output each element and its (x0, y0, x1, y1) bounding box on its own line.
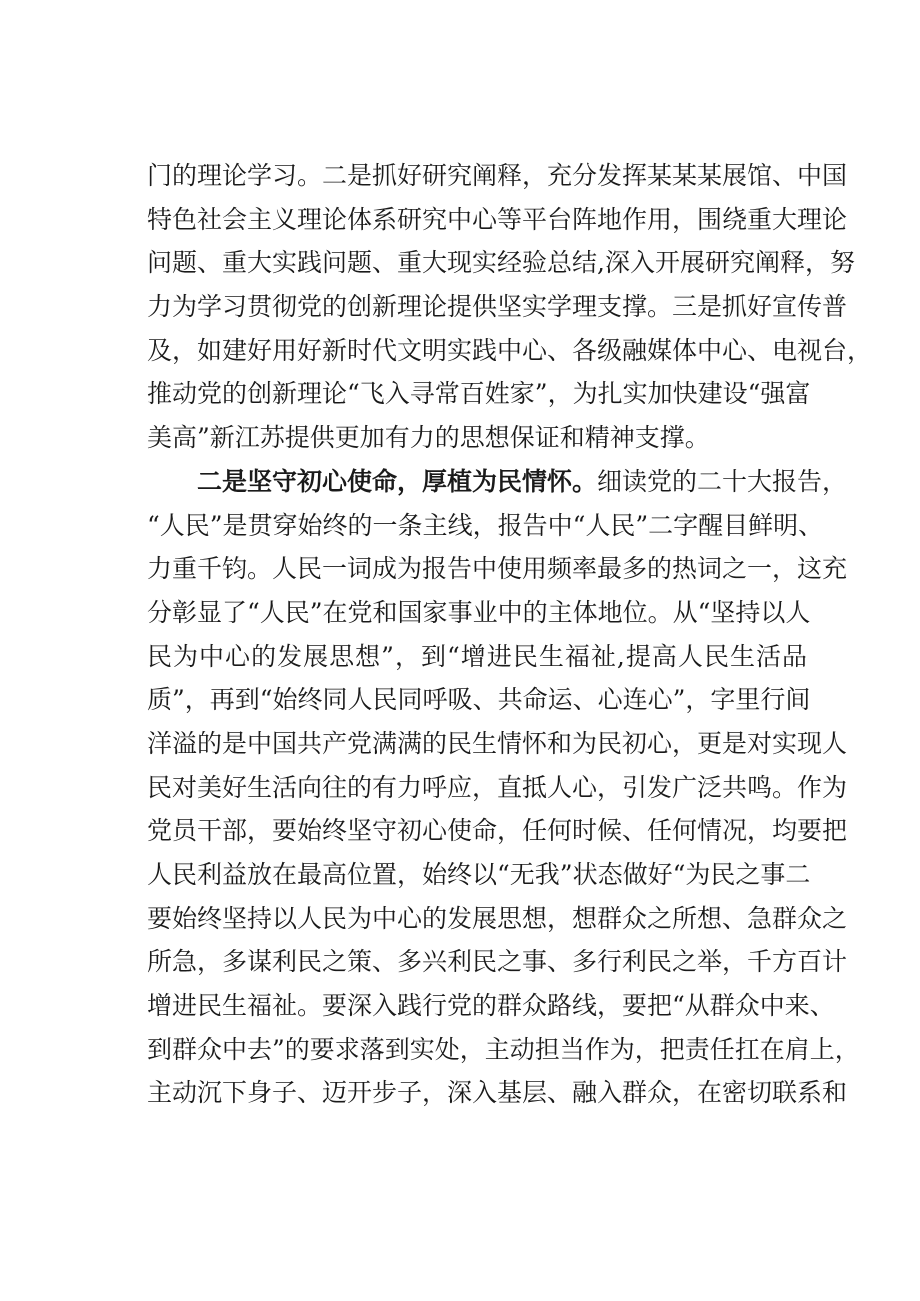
text-line: 分彰显了“人民”在党和国家事业中的主体地位。从“坚持以人 (147, 597, 811, 627)
text-line: 洋溢的是中国共产党满满的民生情怀和为民初心，更是对实现人 (147, 728, 848, 758)
text-line: 问题、重大实践问题、重大现实经验总结,深入开展研究阐释，努 (147, 248, 855, 278)
text-line: “人民”是贯穿始终的一条主线，报告中“人民”二字醒目鲜明、 (147, 510, 824, 540)
text-line: 民对美好生活向往的有力呼应，直抵人心，引发广泛共鸣。作为 (147, 772, 848, 802)
paragraph-heading: 二是坚守初心使命，厚植为民情怀。 (197, 466, 598, 496)
text-line: 人民利益放在最高位置，始终以“无我”状态做好“为民之事二 (147, 860, 811, 889)
text-line: 力重千钧。人民一词成为报告中使用频率最多的热词之一，这充 (147, 554, 848, 584)
text-line: 要始终坚持以人民为中心的发展思想，想群众之所想、急群众之 (147, 903, 848, 933)
text-line: 质”，再到“始终同人民同呼吸、共命运、心连心”，字里行间 (147, 685, 811, 715)
text-line-last: 美高”新江苏提供更加有力的思想保证和精神支撑。 (147, 423, 710, 453)
text-line: 主动沉下身子、迈开步子，深入基层、融入群众，在密切联系和 (147, 1078, 848, 1108)
text-line: 民为中心的发展思想”，到“增进民生福祉,提高人民生活品 (147, 641, 807, 671)
document-body (147, 154, 873, 1115)
text-line: 门的理论学习。二是抓好研究阐释，充分发挥某某某展馆、中国 (147, 161, 848, 190)
paragraph-heading-line (147, 460, 848, 504)
text-line: 党员干部，要始终坚守初心使命，任何时候、任何情况，均要把 (147, 816, 848, 846)
heading-line-text: 细读党的二十大报告， (597, 466, 848, 496)
text-line: 增进民生福祉。要深入践行党的群众路线，要把“从群众中来、 (147, 991, 835, 1021)
text-line: 力为学习贯彻党的创新理论提供坚实学理支撑。三是抓好宣传普 (147, 292, 848, 322)
text-line: 推动党的创新理论“飞入寻常百姓家”，为扎实加快建设“强富 (147, 379, 811, 409)
text-line: 及，如建好用好新时代文明实践中心、各级融媒体中心、电视台， (147, 335, 873, 365)
text-line: 所急，多谋利民之策、多兴利民之事、多行利民之举，千方百计 (147, 947, 848, 977)
text-line: 到群众中去”的要求落到实处，主动担当作为，把责任扛在肩上， (147, 1034, 860, 1064)
text-line: 特色社会主义理论体系研究中心等平台阵地作用，围绕重大理论 (147, 204, 848, 234)
